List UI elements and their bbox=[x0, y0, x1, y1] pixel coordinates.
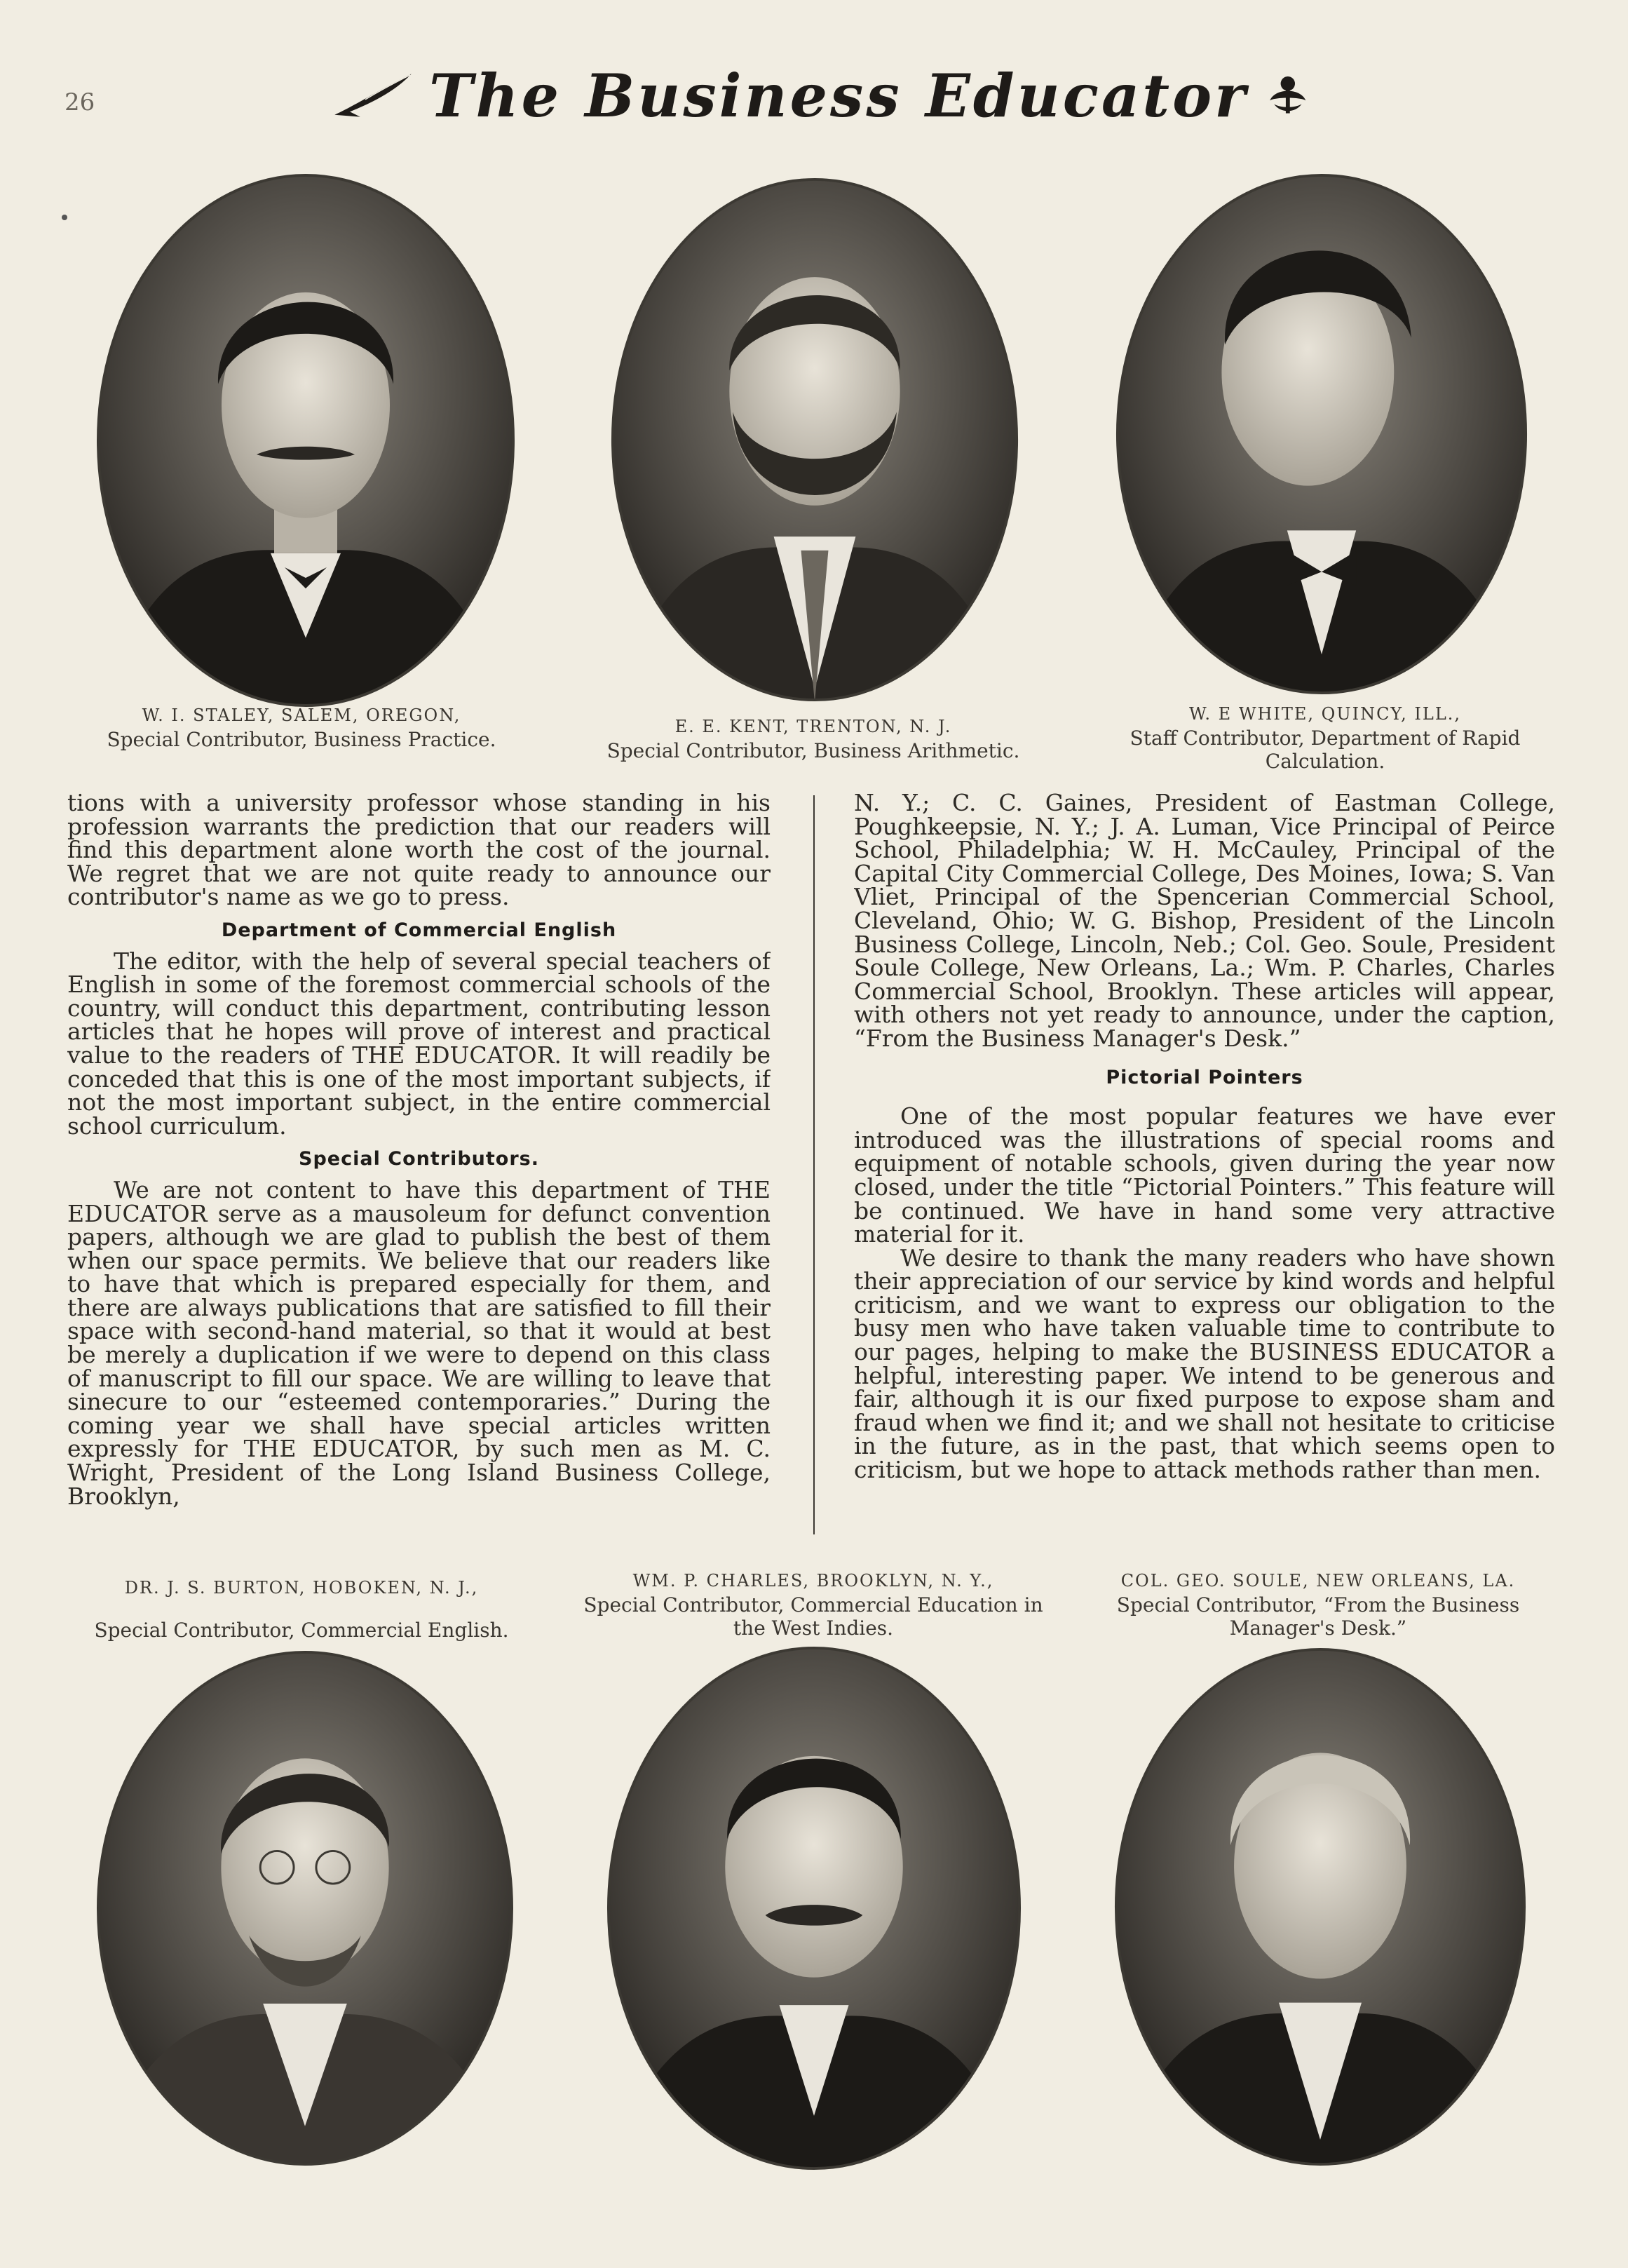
portrait-charles bbox=[606, 1645, 1022, 2171]
portrait-burton bbox=[95, 1649, 515, 2167]
caption-name: DR. J. S. BURTON, HOBOKEN, N. J., bbox=[124, 1578, 479, 1598]
paragraph: The editor, with the help of several special teachers of English in some of the foremost commercial schools of the country, will conduct this department, contributing lesson articles that he hopes will prove of interest and practical value to the readers of THE EDUCATOR. It will readily be conceded that this is one of the most important subjects, if not the most important subject, in the entire commercial school curriculum. bbox=[67, 947, 771, 1140]
margin-dot bbox=[62, 215, 67, 220]
paragraph: We desire to thank the many readers who have shown their appreciation of our service by kind words and helpful criticism, and we want to express our obligation to the busy men who have taken valuable time to contribute to our pages, helping to make the BUSINESS EDUCATOR a helpful, interesting paper. We intend to be generous and fair, although it is our fixed purpose to expose sham and fraud when we find it; and we shall not hesitate to criticise in the future, as in the past, that which seems open to criticism, but we hope to attack methods rather than men. bbox=[854, 1243, 1555, 1484]
article-column-left bbox=[67, 791, 771, 1536]
caption-role: Special Contributor, “From the Business Manager's Desk.” bbox=[1116, 1593, 1520, 1640]
portrait-white bbox=[1115, 173, 1528, 696]
caption-staley bbox=[77, 706, 526, 751]
article-column-right bbox=[854, 791, 1555, 1536]
caption-soule bbox=[1087, 1571, 1549, 1640]
caption-white bbox=[1094, 704, 1556, 773]
column-divider bbox=[813, 795, 815, 1534]
masthead-title: The Business Educator bbox=[428, 60, 1249, 130]
page-number: 26 bbox=[65, 88, 95, 116]
portrait-soule bbox=[1113, 1647, 1527, 2167]
section-heading-special-contributors: Special Contributors. bbox=[299, 1148, 539, 1170]
paragraph: One of the most popular features we have ever introduced was the illustrations of special rooms and equipment of notable schools, given during the year now closed, under the title “Pictorial Pointers.” This feature will be continued. We have in hand some very attractive material for it. bbox=[854, 1102, 1555, 1248]
caption-name: E. E. KENT, TRENTON, N. J. bbox=[674, 717, 952, 736]
caption-name: W. I. STALEY, SALEM, OREGON, bbox=[142, 706, 461, 725]
caption-kent bbox=[575, 717, 1052, 762]
caption-name: W. E WHITE, QUINCY, ILL., bbox=[1188, 704, 1462, 724]
caption-role: Special Contributor, Commercial Education in the West Indies. bbox=[583, 1593, 1043, 1640]
caption-name: COL. GEO. SOULE, NEW ORLEANS, LA. bbox=[1120, 1571, 1516, 1591]
quill-pen-icon bbox=[330, 60, 416, 130]
caption-role: Staff Contributor, Department of Rapid Calculation. bbox=[1130, 727, 1521, 774]
paragraph: tions with a university professor whose standing in his profession warrants the prediction that our readers will find this department alone worth the cost of the journal. We regret that we are not quite ready to announce our contributor's name as we go to press. bbox=[67, 791, 771, 911]
caption-role: Special Contributor, Business Practice. bbox=[107, 728, 496, 752]
caption-charles bbox=[568, 1571, 1059, 1640]
paragraph: N. Y.; C. C. Gaines, President of Eastman College, Poughkeepsie, N. Y.; J. A. Luman, Vice Principal of Peirce School, Philadelphia; W. H. McCauley, Principal of the Capital City Commercial College, Des Moines, Iowa; S. Van Vliet, Principal of the Spencerian Commercial School, Cleveland, Ohio; W. G. Bishop, President of the Lincoln Business College, Lincoln, Neb.; Col. Geo. Soule, President Soule College, New Orleans, La.; Wm. P. Charles, Charles Commercial School, Brooklyn. These articles will appear, with others not yet ready to announce, under the caption, “From the Business Manager's Desk.” bbox=[854, 791, 1555, 1052]
masthead bbox=[330, 60, 1311, 130]
section-heading-commercial-english: Department of Commercial English bbox=[221, 919, 617, 941]
portrait-kent bbox=[610, 177, 1019, 703]
caption-role: Special Contributor, Commercial English. bbox=[94, 1619, 509, 1642]
caption-name: WM. P. CHARLES, BROOKLYN, N. Y., bbox=[632, 1571, 994, 1591]
caption-role: Special Contributor, Business Arithmetic. bbox=[606, 739, 1020, 763]
caption-burton bbox=[63, 1578, 540, 1642]
paragraph: We are not content to have this department of THE EDUCATOR serve as a mausoleum for defunct convention papers, although we are glad to publish the best of them when our space permits. We believe that our readers like to have that which is prepared especially for them, and there are always publications that are satisfied to fill their space with second-hand material, so that it would at best be merely a duplication if we were to depend on this class of manuscript to fill our space. We are willing to leave that sinecure to our “esteemed contemporaries.” During the coming year we shall have special articles written expressly for THE EDUCATOR, by such men as M. C. Wright, President of the Long Island Business College, Brooklyn, bbox=[67, 1175, 771, 1510]
portrait-staley bbox=[95, 173, 516, 708]
fleuron-ornament-icon bbox=[1265, 64, 1311, 127]
section-heading-pictorial-pointers: Pictorial Pointers bbox=[1106, 1066, 1303, 1088]
